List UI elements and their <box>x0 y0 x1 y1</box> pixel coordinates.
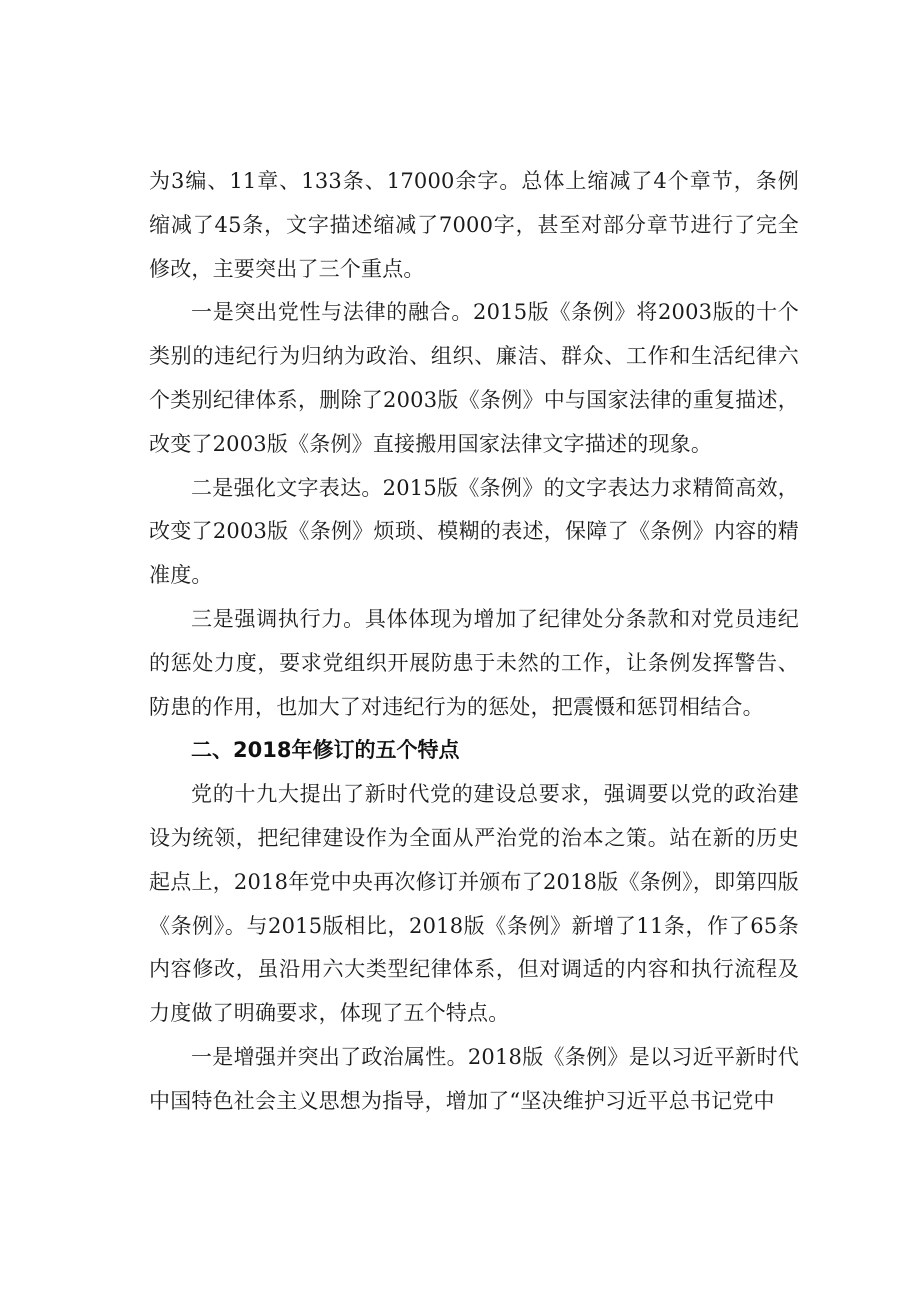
section-heading: 二、2018年修订的五个特点 <box>191 738 460 763</box>
document-body <box>149 160 799 1124</box>
paragraph-point-two: 二是强化文字表达。2015版《条例》的文字表达力求精简高效，改变了2003版《条例》烦琐、模糊的表述，保障了《条例》内容的精准度。 <box>149 475 799 588</box>
paragraph-continuation: 为3编、11章、133条、17000余字。总体上缩减了4个章节，条例缩减了45条，文字描述缩减了7000字，甚至对部分章节进行了完全修改，主要突出了三个重点。 <box>149 169 799 281</box>
paragraph-section-intro: 党的十九大提出了新时代党的建设总要求，强调要以党的政治建设为统领，把纪律建设作为全面从严治党的治本之策。站在新的历史起点上，2018年党中央再次修订并颁布了2018版《条例》，即第四版《条例》。与2015版相比，2018版《条例》新增了11条，作了65条内容修改，虽沿用六大类型纪律体系，但对调适的内容和执行流程及力度做了明确要求，体现了五个特点。 <box>149 782 799 1026</box>
paragraph-feature-one: 一是增强并突出了政治属性。2018版《条例》是以习近平新时代中国特色社会主义思想为指导，增加了“坚决维护习近平总书记党中 <box>149 1044 799 1113</box>
paragraph-point-one: 一是突出党性与法律的融合。2015版《条例》将2003版的十个类别的违纪行为归纳为政治、组织、廉洁、群众、工作和生活纪律六个类别纪律体系，删除了2003版《条例》中与国家法律的重复描述，改变了2003版《条例》直接搬用国家法律文字描述的现象。 <box>149 300 799 456</box>
paragraph-point-three: 三是强调执行力。具体体现为增加了纪律处分条款和对党员违纪的惩处力度，要求党组织开展防患于未然的工作，让条例发挥警告、防患的作用，也加大了对违纪行为的惩处，把震慑和惩罚相结合。 <box>149 606 799 719</box>
